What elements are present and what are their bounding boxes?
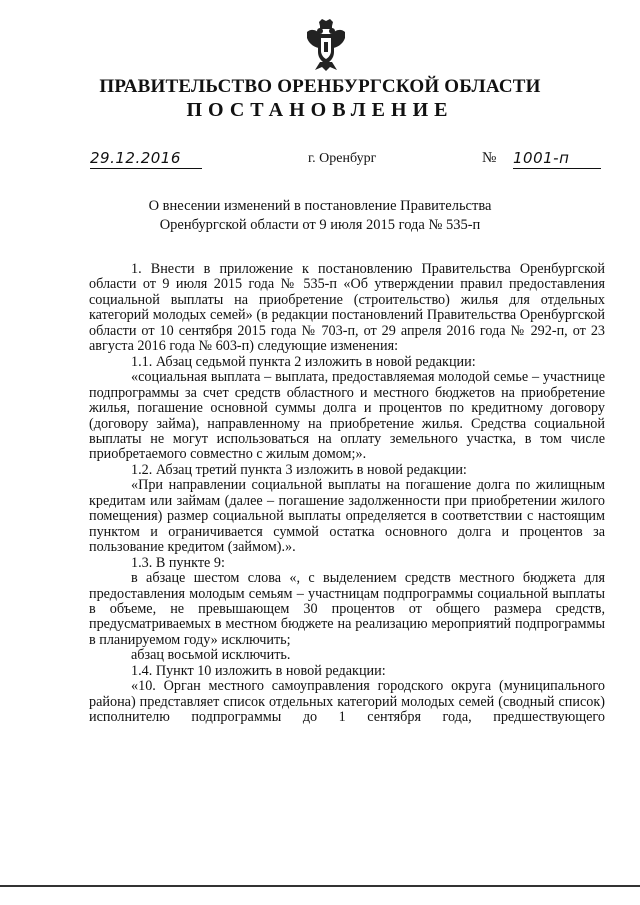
date-value: 29.12.2016	[90, 149, 181, 167]
paragraph-1-3: 1.3. В пункте 9:	[131, 554, 225, 571]
document-city: г. Оренбург	[308, 151, 377, 166]
paragraph-1-1: 1.1. Абзац седьмой пункта 2 изложить в новой редакции:	[131, 353, 476, 370]
subject-line-2: Оренбургской области от 9 июля 2015 года № 535-п	[159, 217, 481, 233]
paragraph-1: 1. Внести в приложение к постановлению Правительства Оренбургской области от 9 июля 2015 года № 535-п «Об утверждении правил предоставления социальной выплаты на приобретение (строительство) жилья для отдельных категорий молодых семей» (в редакции постановлений Правительства Оренбургской области от 10 сентября 2015 года № 703-п, от 29 апреля 2016 года № 292-п, от 23 августа 2016 года № 603-п) следующие изменения:	[89, 261, 605, 355]
document-type: ПОСТАНОВЛЕНИЕ	[186, 99, 454, 121]
document-body	[89, 262, 605, 726]
coat-of-arms-icon	[305, 18, 347, 72]
paragraph-1-3-b: абзац восьмой исключить.	[131, 647, 291, 664]
organization-title: ПРАВИТЕЛЬСТВО ОРЕНБУРГСКОЙ ОБЛАСТИ	[99, 76, 541, 97]
number-value: 1001-п	[513, 149, 570, 167]
paragraph-1-2: 1.2. Абзац третий пункта 3 изложить в новой редакции:	[131, 461, 467, 478]
page-bottom-rule	[0, 885, 640, 887]
document-subject	[0, 197, 640, 235]
quote-5: «10. Орган местного самоуправления городского округа (муниципального района) представляет список отдельных категорий молодых семей (сводный список) исполнителю подпрограммы до 1 сентября года, предшествующего	[89, 678, 605, 726]
number-label: №	[482, 150, 497, 166]
document-number	[513, 149, 601, 169]
paragraph-1-3-a: в абзаце шестом слова «, с выделением средств местного бюджета для предоставления молодым семьям – участницам подпрограммы социальной выплаты в объеме, не превышающем 30 процентов от общего размера средств, предусматриваемых в местном бюджете на реализацию мероприятий подпрограммы в планируемом году» исключить;	[89, 570, 605, 648]
paragraph-1-4: 1.4. Пункт 10 изложить в новой редакции:	[131, 662, 386, 679]
document-date	[90, 149, 202, 169]
subject-line-1: О внесении изменений в постановление Правительства	[148, 198, 492, 214]
quote-1: «социальная выплата – выплата, предоставляемая молодой семье – участнице подпрограммы за счет средств областного и местного бюджетов на приобретение жилья, погашение основной суммы долга и процентов по кредитному договору (договору займа), направленному на приобретение жилья. Средства социальной выплаты не могут использоваться на оплату земельного участка, в том числе приобретаемого совместно с жилым домом;».	[89, 369, 605, 463]
quote-2: «При направлении социальной выплаты на погашение долга по жилищным кредитам или займам (далее – погашение задолженности при приобретении жилого помещения) размер социальной выплаты определяется в соответствии с настоящим пунктом и ограничивается суммой остатка основного долга и процентов за пользование кредитом (займом).».	[89, 477, 605, 556]
